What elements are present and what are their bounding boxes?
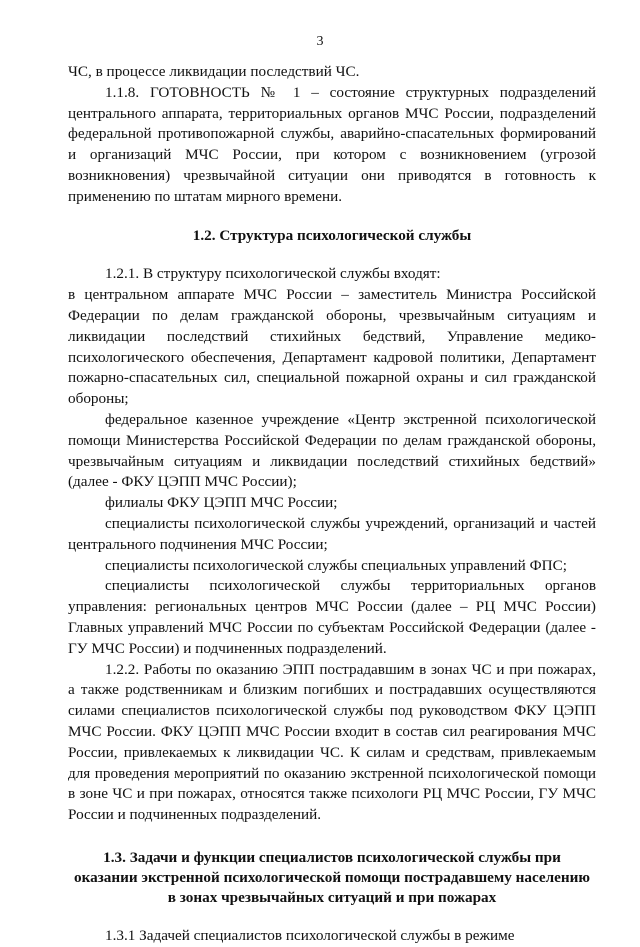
section-1-3-heading-line: в зонах чрезвычайных ситуаций и при пожарах xyxy=(167,888,497,906)
paragraph-continuation: ЧС, в процессе ликвидации последствий ЧС. xyxy=(68,63,360,80)
paragraph-branches: филиалы ФКУ ЦЭПП МЧС России; xyxy=(105,494,338,512)
paragraph-central-apparatus: в центральном аппарате МЧС России – заместитель Министра Российской Федерации по делам гражданской обороны, чрезвычайным ситуациям и ликвидации последствий стихийных бедствий, Управление медико-психологического обеспечения, Департамент кадровой политики, Департамент пожарно-спасательных сил, специальной пожарной охраны и сил гражданской обороны; xyxy=(68,286,596,408)
page-number: 3 xyxy=(316,34,324,49)
paragraph-fku-cepp: федеральное казенное учреждение «Центр экстренной психологической помощи Министерства Российской Федерации по делам гражданской обороны, чрезвычайным ситуациям и ликвидации последствий стихийных бедствий» (далее - ФКУ ЦЭПП МЧС России); xyxy=(68,410,596,491)
paragraph-1-2-1: 1.2.1. В структуру психологической службы входят: xyxy=(105,265,441,283)
paragraph-central-specialists: специалисты психологической службы учреждений, организаций и частей центрального подчинения МЧС России; xyxy=(68,514,596,553)
paragraph-1-3-1: 1.3.1 Задачей специалистов психологической службы в режиме xyxy=(105,926,515,944)
paragraph-fps-specialists: специалисты психологической службы специальных управлений ФПС; xyxy=(105,556,567,574)
section-1-2-heading: 1.2. Структура психологической службы xyxy=(192,226,472,244)
section-1-3-heading-line: оказании экстренной психологической помощи пострадавшему населению xyxy=(73,868,591,886)
paragraph-1-1-8: 1.1.8. ГОТОВНОСТЬ № 1 – состояние структурных подразделений центрального аппарата, территориальных органов МЧС России, подразделений федеральной противопожарной службы, аварийно-спасательных формирований и организаций МЧС России, при котором с возникновением (угрозой возникновения) чрезвычайной ситуации они приводятся в готовность к применению по штатам мирного времени. xyxy=(68,83,596,205)
paragraph-territorial-specialists: специалисты психологической службы территориальных органов управления: региональных центров МЧС России (далее – РЦ МЧС России) Главных управлений МЧС России по субъектам Российской Федерации (далее - ГУ МЧС России) и подчиненных подразделений. xyxy=(68,577,596,657)
section-1-3-heading xyxy=(68,848,596,908)
document-body xyxy=(68,62,596,947)
section-1-3-heading-line: 1.3. Задачи и функции специалистов психологической службы при xyxy=(103,848,561,866)
paragraph-1-2-2: 1.2.2. Работы по оказанию ЭПП пострадавшим в зонах ЧС и при пожарах, а также родственникам и близким погибших и пострадавших осуществляются силами специалистов психологической службы под руководством ФКУ ЦЭПП МЧС России. ФКУ ЦЭПП МЧС России входит в состав сил реагирования МЧС России, привлекаемых к ликвидации ЧС. К силам и средствам, привлекаемым для проведения мероприятий по оказанию экстренной психологической помощи в зоне ЧС и при пожарах, относятся также психологи РЦ МЧС России, ГУ МЧС России и подчиненных подразделений. xyxy=(68,660,596,824)
